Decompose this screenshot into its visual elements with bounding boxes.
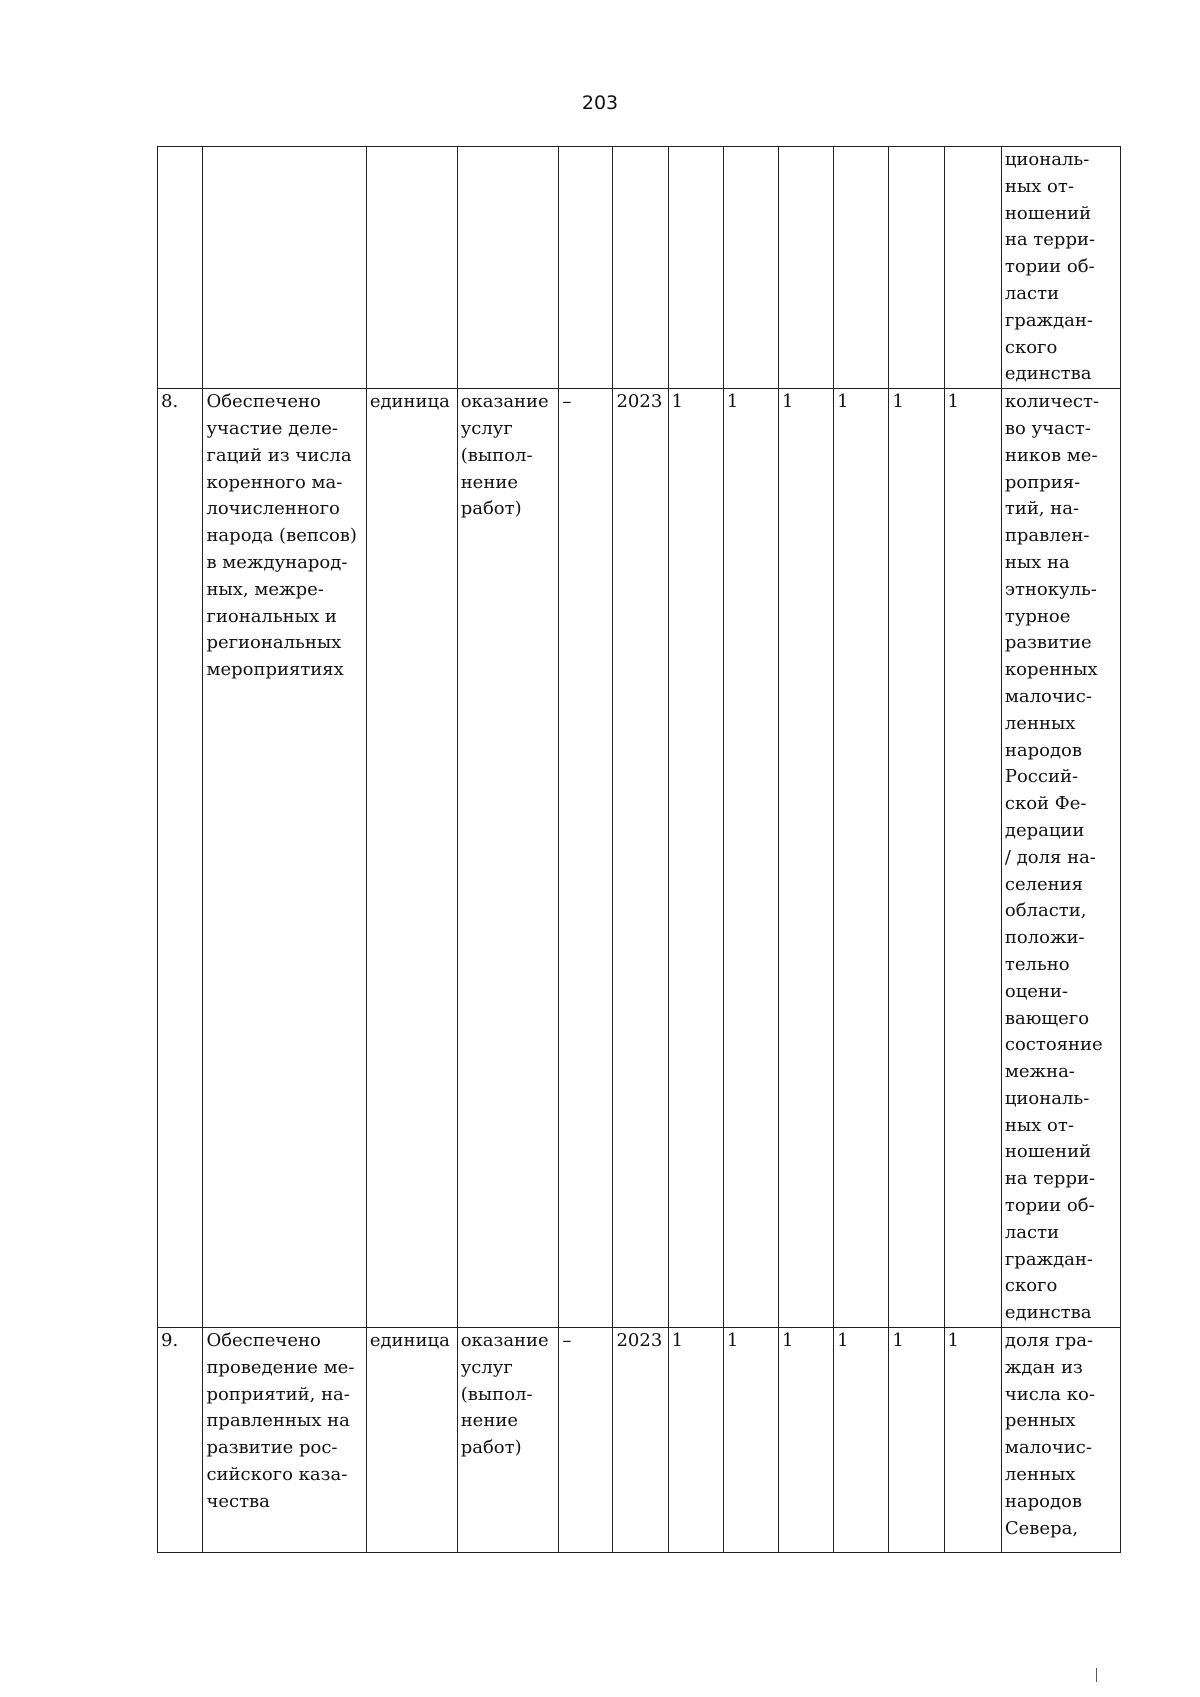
value-cell: 1 — [889, 389, 944, 1328]
description-cell — [203, 147, 366, 389]
row-number-cell: 9. — [158, 1328, 203, 1553]
indicator-cell: циональ- ных от- ношений на терри- тории об- ласти граждан- ского единства — [1001, 147, 1120, 389]
indicator-cell: количест- во участ- ников ме- роприя- тий, на- правлен- ных на этнокуль- турное развитие коренных малочис- ленных народов Россий- ской Фе- дерации / доля на- селения области, положи- тельно оцени- вающего состояние межна- циональ- ных от- ношений на терри- тории об- ласти граждан- ского единства — [1001, 389, 1120, 1328]
value-cell — [668, 147, 723, 389]
value-cell: 1 — [668, 1328, 723, 1553]
value-cell — [944, 147, 1001, 389]
description-cell: Обеспечено проведение ме- роприятий, на- правленных на развитие рос- сийского каза- чества — [203, 1328, 366, 1553]
value-cell: 1 — [779, 389, 834, 1328]
value-cell: 1 — [944, 1328, 1001, 1553]
value-cell: 1 — [834, 389, 889, 1328]
value-cell — [834, 147, 889, 389]
value-cell — [889, 147, 944, 389]
row-number-cell: 8. — [158, 389, 203, 1328]
dash-cell — [559, 147, 613, 389]
value-cell: 1 — [944, 389, 1001, 1328]
year-cell — [613, 147, 668, 389]
table-row — [158, 389, 1121, 1328]
value-cell — [723, 147, 778, 389]
value-cell: 1 — [779, 1328, 834, 1553]
value-cell: 1 — [723, 1328, 778, 1553]
table-row — [158, 1328, 1121, 1553]
row-number-cell — [158, 147, 203, 389]
value-cell: 1 — [723, 389, 778, 1328]
type-cell: оказание услуг (выпол- нение работ) — [457, 1328, 559, 1553]
unit-cell — [366, 147, 457, 389]
scan-mark — [1096, 1668, 1097, 1682]
page-number: 203 — [581, 92, 619, 114]
unit-cell: единица — [366, 389, 457, 1328]
dash-cell: – — [559, 1328, 613, 1553]
value-cell: 1 — [889, 1328, 944, 1553]
value-cell: 1 — [668, 389, 723, 1328]
value-cell — [779, 147, 834, 389]
value-cell: 1 — [834, 1328, 889, 1553]
dash-cell: – — [559, 389, 613, 1328]
year-cell: 2023 — [613, 1328, 668, 1553]
data-table — [157, 146, 1121, 1553]
description-cell: Обеспечено участие деле- гаций из числа коренного ма- лочисленного народа (вепсов) в международ- ных, межре- гиональных и региональных мероприятиях — [203, 389, 366, 1328]
table-row — [158, 147, 1121, 389]
unit-cell: единица — [366, 1328, 457, 1553]
type-cell: оказание услуг (выпол- нение работ) — [457, 389, 559, 1328]
year-cell: 2023 — [613, 389, 668, 1328]
indicator-cell: доля гра- ждан из числа ко- ренных малочис- ленных народов Севера, — [1001, 1328, 1120, 1553]
type-cell — [457, 147, 559, 389]
